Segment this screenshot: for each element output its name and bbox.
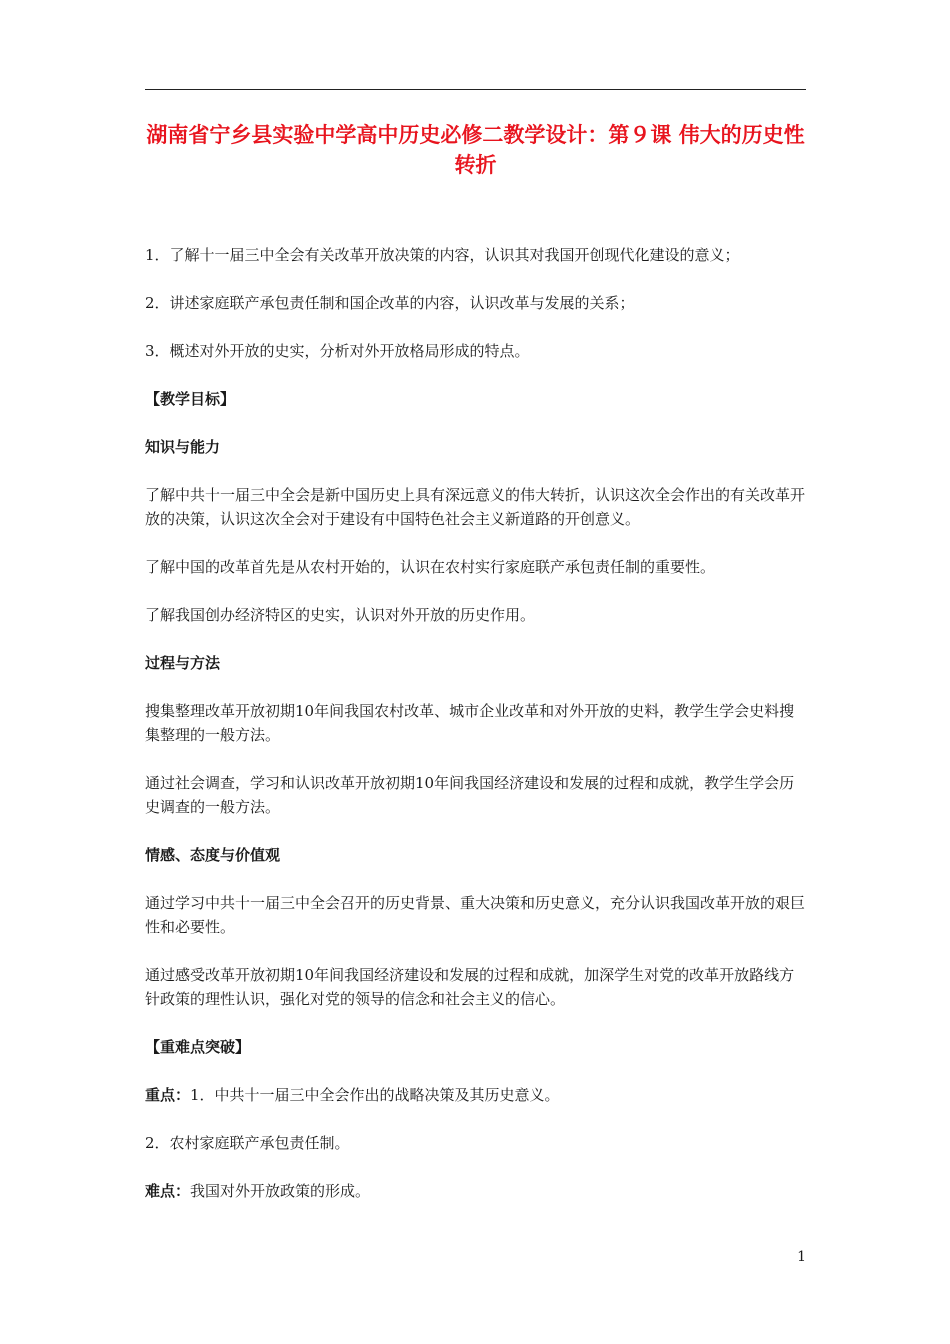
key-point-line (145, 1083, 807, 1107)
subheading-knowledge: 知识与能力 (145, 438, 221, 456)
subheading-process: 过程与方法 (145, 654, 221, 672)
difficult-point-text: 我国对外开放政策的形成。 (190, 1182, 371, 1200)
values-paragraph-2: 通过感受改革开放初期10年间我国经济建设和发展的过程和成就，加深学生对党的改革开放路线方针政策的理性认识，强化对党的领导的信念和社会主义的信心。 (145, 966, 795, 1008)
header-rule (145, 89, 806, 90)
document-title: 湖南省宁乡县实验中学高中历史必修二教学设计：第９课 伟大的历史性转折 (146, 123, 805, 177)
difficult-point-label: 难点： (145, 1182, 191, 1200)
key-point-text: 1．中共十一届三中全会作出的战略决策及其历史意义。 (190, 1086, 560, 1104)
intro-item-2: 2．讲述家庭联产承包责任制和国企改革的内容，认识改革与发展的关系； (145, 294, 635, 312)
subheading-values: 情感、态度与价值观 (145, 846, 281, 864)
process-paragraph-1: 搜集整理改革开放初期10年间我国农村改革、城市企业改革和对外开放的史料，教学生学会史料搜集整理的一般方法。 (145, 702, 795, 744)
values-paragraph-1: 通过学习中共十一届三中全会召开的历史背景、重大决策和历史意义，充分认识我国改革开放的艰巨性和必要性。 (145, 894, 806, 936)
difficult-point-line (145, 1179, 807, 1203)
section-heading-key-points: 【重难点突破】 (145, 1038, 251, 1056)
process-paragraph-2: 通过社会调查，学习和认识改革开放初期10年间我国经济建设和发展的过程和成就，教学生学会历史调查的一般方法。 (145, 774, 795, 816)
intro-item-3: 3．概述对外开放的史实，分析对外开放格局形成的特点。 (145, 342, 530, 360)
key-point-line-2: 2．农村家庭联产承包责任制。 (145, 1134, 350, 1152)
intro-item-1: 1．了解十一届三中全会有关改革开放决策的内容，认识其对我国开创现代化建设的意义； (145, 246, 740, 264)
document-body (145, 243, 807, 1227)
knowledge-paragraph-3: 了解我国创办经济特区的史实，认识对外开放的历史作用。 (145, 606, 536, 624)
section-heading-goals: 【教学目标】 (145, 390, 236, 408)
knowledge-paragraph-1: 了解中共十一届三中全会是新中国历史上具有深远意义的伟大转折，认识这次全会作出的有关改革开放的决策，认识这次全会对于建设有中国特色社会主义新道路的开创意义。 (145, 486, 806, 528)
knowledge-paragraph-2: 了解中国的改革首先是从农村开始的，认识在农村实行家庭联产承包责任制的重要性。 (145, 558, 716, 576)
key-point-label: 重点： (145, 1086, 191, 1104)
page-number: 1 (797, 1249, 806, 1265)
